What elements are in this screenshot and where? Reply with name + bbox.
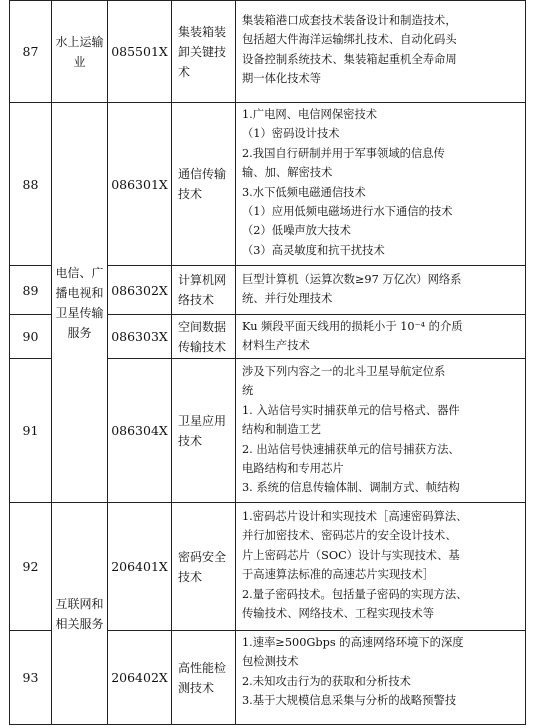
code-cell: 086302X	[108, 266, 172, 315]
description-line: 2.我国自行研制并用于军事领域的信息传	[242, 146, 445, 160]
description-line: 1.速率≥500Gbps 的高速网络环境下的深度	[242, 636, 464, 649]
description-line: 1.广电网、电信网保密技术	[242, 108, 378, 121]
code-cell: 086304X	[108, 359, 172, 503]
row-number: 87	[10, 1, 52, 103]
industry-cell: 水上运输业	[52, 1, 108, 103]
row-number: 88	[10, 103, 52, 266]
description-line: 2. 出站信号快速捕获单元的信号捕获方法、	[242, 442, 460, 456]
description-line: 包括超大件海洋运输绑扎技术、自动化码头	[242, 33, 457, 47]
table-row	[10, 1, 526, 103]
row-number: 89	[10, 266, 52, 315]
description-line: 统	[242, 384, 254, 398]
description-line: （2）低噪声放大技术	[242, 224, 351, 238]
description-line: 输、加、解密技术	[242, 166, 333, 180]
description-line: Ku 频段平面天线用的损耗小于 10⁻⁴ 的介质	[242, 320, 463, 333]
description-line: （1）应用低频电磁场进行水下通信的技术	[242, 205, 453, 219]
description-cell	[236, 266, 526, 315]
description-line: 1. 入站信号实时捕获单元的信号格式、器件	[242, 403, 460, 417]
tech-name-cell: 空间数据传输技术	[172, 315, 236, 359]
description-cell	[236, 1, 526, 103]
description-line: 2.未知攻击行为的获取和分析技术	[242, 674, 411, 688]
row-number: 91	[10, 359, 52, 503]
description-line: 统、并行处理技术	[242, 292, 333, 306]
tech-name-cell: 高性能检测技术	[172, 631, 236, 725]
description-line: 设备控制系统技术、集装箱起重机全寿命周	[242, 52, 457, 66]
code-cell: 206401X	[108, 503, 172, 631]
industry-cell: 电信、广播电视和卫星传输服务	[52, 103, 108, 503]
description-line: 巨型计算机（运算次数≥97 万亿次）网络系	[242, 273, 462, 286]
description-cell	[236, 631, 526, 725]
tech-name-cell: 密码安全技术	[172, 503, 236, 631]
code-cell: 086301X	[108, 103, 172, 266]
description-line: 3. 系统的信息传输体制、调制方式、帧结构	[242, 481, 460, 495]
description-line: 片上密码芯片（SOC）设计与实现技术、基	[242, 548, 460, 562]
description-line: 结构和制造工艺	[242, 423, 322, 437]
description-cell	[236, 315, 526, 359]
description-line: 集装箱港口成套技术装备设计和制造技术，	[242, 14, 457, 27]
description-line: 涉及下列内容之一的北斗卫星导航定位系	[242, 365, 446, 378]
tech-name-cell: 卫星应用技术	[172, 359, 236, 503]
table-row	[10, 503, 526, 631]
row-number: 93	[10, 631, 52, 725]
table-row	[10, 103, 526, 266]
description-line: 1.密码芯片设计和实现技术［高速密码算法、	[242, 510, 468, 523]
description-line: 电路结构和专用芯片	[242, 462, 344, 476]
description-line: 传输技术、网络技术、工程实现技术等	[242, 607, 435, 621]
row-number: 92	[10, 503, 52, 631]
description-line: 3.水下低频电磁通信技术	[242, 185, 366, 199]
description-line: （3）高灵敏度和抗干扰技术	[242, 243, 385, 257]
code-cell: 085501X	[108, 1, 172, 103]
code-cell: 206402X	[108, 631, 172, 725]
tech-name-cell: 通信传输技术	[172, 103, 236, 266]
description-line: 并行加密技术、密码芯片的安全设计技术、	[242, 529, 457, 543]
description-line: 2.量子密码技术。包括量子密码的实现方法、	[242, 587, 468, 601]
description-cell	[236, 103, 526, 266]
technology-catalog-table	[9, 0, 526, 725]
description-line: （1）密码设计技术	[242, 127, 340, 141]
industry-cell: 互联网和相关服务	[52, 503, 108, 725]
description-line: 包检测技术	[242, 655, 299, 669]
tech-name-cell: 计算机网络技术	[172, 266, 236, 315]
tech-name-cell: 集装箱装卸关键技术	[172, 1, 236, 103]
row-number: 90	[10, 315, 52, 359]
description-line: 材料生产技术	[242, 339, 310, 353]
code-cell: 086303X	[108, 315, 172, 359]
description-line: 于高速算法标准的高速芯片实现技术］	[242, 568, 435, 582]
description-line: 期一体化技术等	[242, 72, 322, 86]
description-line: 3.基于大规模信息采集与分析的战略预警技	[242, 694, 457, 708]
description-cell	[236, 359, 526, 503]
description-cell	[236, 503, 526, 631]
